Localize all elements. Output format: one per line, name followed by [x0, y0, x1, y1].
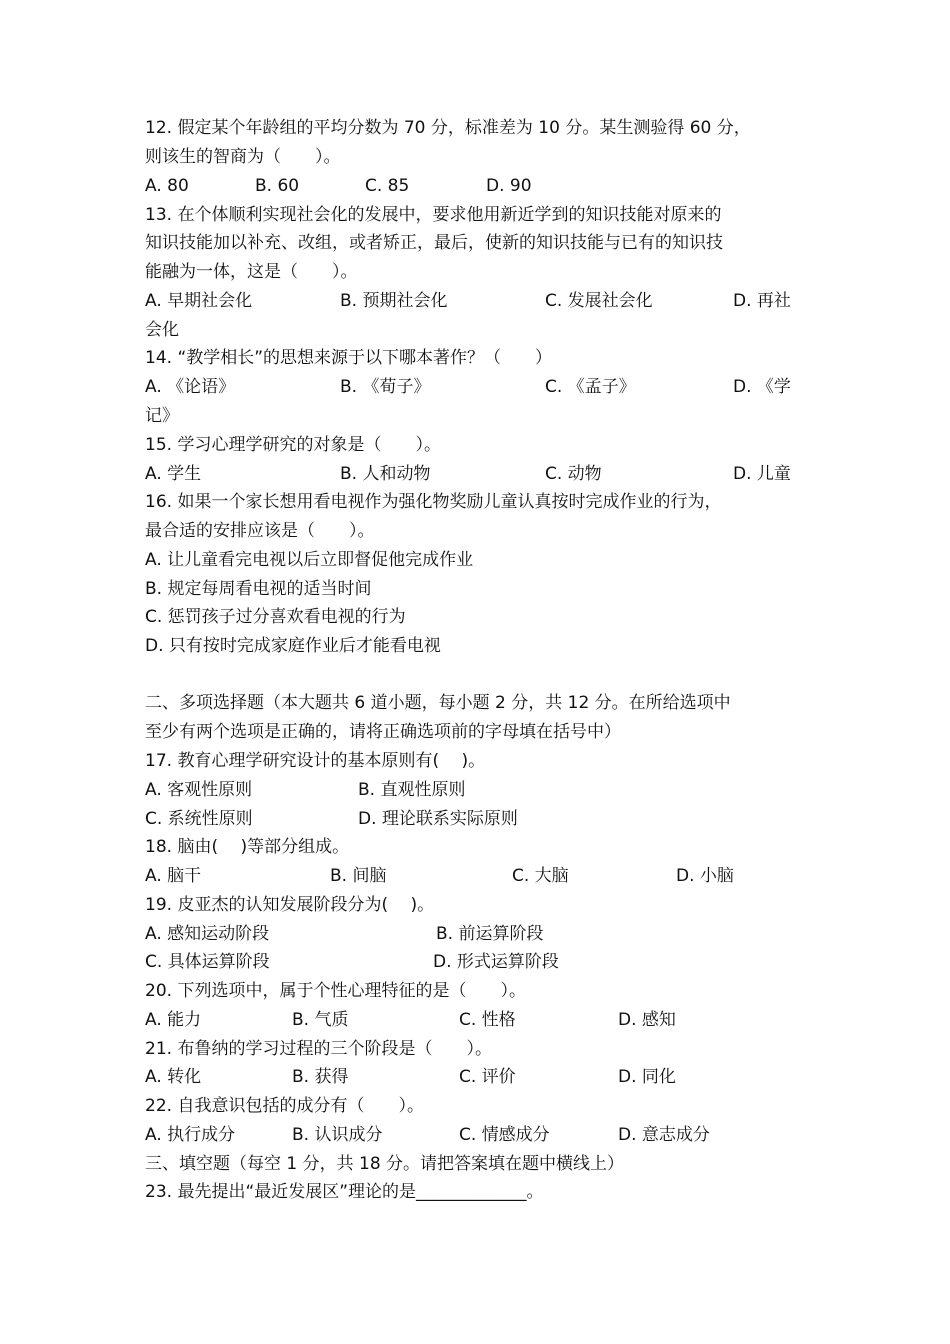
section-3-title: 三、填空题（每空 1 分，共 18 分。请把答案填在题中横线上）	[145, 1154, 625, 1174]
question-23-stem: 23. 最先提出“最近发展区”理论的是_____________。	[145, 1182, 544, 1202]
question-18-option-b: B. 间脑	[330, 866, 387, 886]
question-20-option-d: D. 感知	[618, 1010, 676, 1030]
question-17-option-b: B. 直观性原则	[358, 780, 466, 800]
question-13-option-d: D. 再社	[733, 291, 791, 311]
question-16-option-d: D. 只有按时完成家庭作业后才能看电视	[145, 636, 441, 656]
question-12-option-b: B. 60	[255, 176, 300, 196]
question-17-option-a: A. 客观性原则	[145, 780, 253, 800]
question-17-option-c: C. 系统性原则	[145, 809, 253, 829]
question-13-option-a: A. 早期社会化	[145, 291, 253, 311]
question-22-option-b: B. 认识成分	[292, 1125, 383, 1145]
question-12-option-d: D. 90	[486, 176, 532, 196]
question-16-stem: 最合适的安排应该是（ ）。	[145, 521, 375, 541]
question-14-option-a: A. 《论语》	[145, 377, 236, 397]
question-21-option-c: C. 评价	[459, 1067, 516, 1087]
question-16-stem: 16. 如果一个家长想用看电视作为强化物奖励儿童认真按时完成作业的行为，	[145, 492, 722, 512]
question-21-option-d: D. 同化	[618, 1067, 676, 1087]
question-19-stem: 19. 皮亚杰的认知发展阶段分为( )。	[145, 895, 435, 915]
question-12-option-a: A. 80	[145, 176, 189, 196]
question-12-stem: 12. 假定某个年龄组的平均分数为 70 分，标准差为 10 分。某生测验得 60 分，	[145, 118, 751, 138]
question-14-option-b: B. 《荀子》	[340, 377, 431, 397]
question-16-option-b: B. 规定每周看电视的适当时间	[145, 579, 372, 599]
question-19-option-b: B. 前运算阶段	[436, 924, 544, 944]
question-13-option-c: C. 发展社会化	[545, 291, 653, 311]
question-13-stem: 知识技能加以补充、改组，或者矫正，最后，使新的知识技能与已有的知识技	[145, 233, 723, 253]
question-12-option-c: C. 85	[365, 176, 410, 196]
question-18-stem: 18. 脑由( )等部分组成。	[145, 837, 350, 857]
question-22-option-d: D. 意志成分	[618, 1125, 710, 1145]
section-2-title: 二、多项选择题（本大题共 6 道小题，每小题 2 分，共 12 分。在所给选项中	[145, 693, 731, 713]
question-13-option-b: B. 预期社会化	[340, 291, 448, 311]
question-15-option-c: C. 动物	[545, 464, 602, 484]
question-15-option-a: A. 学生	[145, 464, 202, 484]
question-14-option-d-wrap: 记》	[145, 406, 179, 426]
question-17-option-d: D. 理论联系实际原则	[358, 809, 518, 829]
section-2-title: 至少有两个选项是正确的，请将正确选项前的字母填在括号中）	[145, 722, 621, 742]
question-15-option-b: B. 人和动物	[340, 464, 431, 484]
question-21-stem: 21. 布鲁纳的学习过程的三个阶段是（ ）。	[145, 1039, 492, 1059]
question-21-option-b: B. 获得	[292, 1067, 349, 1087]
question-14-option-d: D. 《学	[733, 377, 791, 397]
question-13-stem: 13. 在个体顺利实现社会化的发展中，要求他用新近学到的知识技能对原来的	[145, 205, 722, 225]
question-14-stem: 14. “教学相长”的思想来源于以下哪本著作？（ ）	[145, 348, 553, 368]
question-19-option-d: D. 形式运算阶段	[433, 952, 559, 972]
question-19-option-c: C. 具体运算阶段	[145, 952, 270, 972]
question-14-option-c: C. 《孟子》	[545, 377, 636, 397]
question-20-option-b: B. 气质	[292, 1010, 349, 1030]
question-16-option-c: C. 惩罚孩子过分喜欢看电视的行为	[145, 607, 406, 627]
question-20-stem: 20. 下列选项中，属于个性心理特征的是（ ）。	[145, 981, 526, 1001]
question-15-option-d: D. 儿童	[733, 464, 791, 484]
question-13-stem: 能融为一体，这是（ ）。	[145, 262, 358, 282]
question-22-stem: 22. 自我意识包括的成分有（ ）。	[145, 1096, 424, 1116]
question-20-option-c: C. 性格	[459, 1010, 516, 1030]
question-22-option-c: C. 情感成分	[459, 1125, 550, 1145]
question-12-stem: 则该生的智商为（ ）。	[145, 147, 341, 167]
question-13-option-d-wrap: 会化	[145, 320, 179, 340]
question-18-option-d: D. 小脑	[676, 866, 734, 886]
question-18-option-a: A. 脑干	[145, 866, 202, 886]
question-20-option-a: A. 能力	[145, 1010, 202, 1030]
question-15-stem: 15. 学习心理学研究的对象是（ ）。	[145, 435, 441, 455]
question-19-option-a: A. 感知运动阶段	[145, 924, 270, 944]
question-22-option-a: A. 执行成分	[145, 1125, 236, 1145]
question-18-option-c: C. 大脑	[512, 866, 569, 886]
question-17-stem: 17. 教育心理学研究设计的基本原则有( )。	[145, 751, 486, 771]
question-16-option-a: A. 让儿童看完电视以后立即督促他完成作业	[145, 550, 474, 570]
question-21-option-a: A. 转化	[145, 1067, 202, 1087]
